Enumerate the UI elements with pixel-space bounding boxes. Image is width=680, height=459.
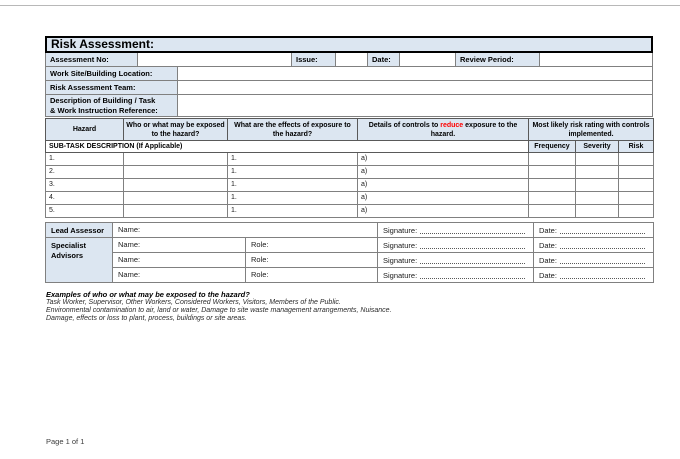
lead-date-cell[interactable]	[534, 223, 654, 238]
work-site-value[interactable]	[178, 67, 653, 81]
info-section	[45, 53, 653, 117]
info-row-team	[45, 81, 653, 95]
work-site-label: Work Site/Building Location:	[45, 67, 178, 81]
signature-label: Signature:	[383, 225, 418, 235]
advisor-date-cell[interactable]	[534, 268, 654, 283]
signature-leader-line	[420, 225, 525, 234]
risk-cell[interactable]	[619, 205, 654, 218]
advisor-signature-cell[interactable]	[378, 238, 534, 253]
frequency-column-header: Frequency	[529, 141, 576, 153]
assessment-no-label: Assessment No:	[45, 53, 138, 67]
date-leader-line	[560, 240, 645, 249]
hazard-num-cell[interactable]: 4.	[46, 192, 124, 205]
hazard-row-1	[46, 153, 654, 166]
hazard-row-4	[46, 192, 654, 205]
effects-cell[interactable]: 1.	[228, 192, 358, 205]
advisor-row-2	[46, 253, 654, 268]
info-row-assessment	[45, 53, 653, 67]
hazard-num-cell[interactable]: 5.	[46, 205, 124, 218]
team-label: Risk Assessment Team:	[45, 81, 178, 95]
severity-cell[interactable]	[576, 205, 619, 218]
controls-cell[interactable]: a)	[358, 179, 529, 192]
controls-cell[interactable]: a)	[358, 192, 529, 205]
hazard-row-5	[46, 205, 654, 218]
lead-assessor-row	[46, 223, 654, 238]
page-number: Page 1 of 1	[46, 437, 85, 446]
advisor-row-3	[46, 268, 654, 283]
examples-line-1: Task Worker, Supervisor, Other Workers, Considered Workers, Visitors, Members of the Public.	[46, 299, 341, 306]
advisor-name-cell[interactable]	[113, 268, 246, 283]
signature-label: Signature:	[383, 240, 418, 250]
effects-cell[interactable]: 1.	[228, 179, 358, 192]
hazard-row-2	[46, 166, 654, 179]
effects-cell[interactable]: 1.	[228, 205, 358, 218]
controls-cell[interactable]: a)	[358, 153, 529, 166]
lead-assessor-label: Lead Assessor	[46, 223, 113, 238]
rating-column-header: Most likely risk rating with controls implemented.	[529, 119, 654, 141]
frequency-cell[interactable]	[529, 179, 576, 192]
risk-cell[interactable]	[619, 179, 654, 192]
date-label: Date:	[539, 225, 557, 235]
examples-line-3: Damage, effects or loss to plant, process, buildings or site areas.	[46, 315, 247, 323]
signature-leader-line	[420, 255, 525, 264]
exposed-cell[interactable]	[124, 192, 228, 205]
description-label	[45, 95, 178, 117]
lead-signature-cell[interactable]	[378, 223, 534, 238]
controls-header-highlight: reduce	[440, 121, 464, 129]
role-label: Role:	[251, 240, 269, 249]
hazard-num-cell[interactable]: 1.	[46, 153, 124, 166]
advisor-date-cell[interactable]	[534, 253, 654, 268]
frequency-cell[interactable]	[529, 192, 576, 205]
hazard-row-3	[46, 179, 654, 192]
controls-header-suffix: exposure to the hazard.	[430, 121, 518, 138]
exposed-column-header: Who or what may be exposed to the hazard?	[124, 119, 228, 141]
effects-column-header: What are the effects of exposure to the hazard?	[228, 119, 358, 141]
advisor-name-cell[interactable]	[113, 253, 246, 268]
date-label: Date:	[539, 255, 557, 265]
signature-label: Signature:	[383, 270, 418, 280]
date-leader-line	[560, 270, 645, 279]
role-label: Role:	[251, 255, 269, 264]
date-leader-line	[560, 225, 645, 234]
severity-cell[interactable]	[576, 153, 619, 166]
signature-leader-line	[420, 240, 525, 249]
date-value[interactable]	[400, 53, 456, 67]
effects-cell[interactable]: 1.	[228, 153, 358, 166]
risk-cell[interactable]	[619, 166, 654, 179]
frequency-cell[interactable]	[529, 166, 576, 179]
risk-column-header: Risk	[619, 141, 654, 153]
advisor-role-cell[interactable]	[246, 253, 378, 268]
description-value[interactable]	[178, 95, 653, 117]
info-row-description	[45, 95, 653, 117]
hazard-num-cell[interactable]: 3.	[46, 179, 124, 192]
exposed-cell[interactable]	[124, 179, 228, 192]
advisor-row-1	[46, 238, 654, 253]
controls-cell[interactable]: a)	[358, 166, 529, 179]
date-label: Date:	[539, 240, 557, 250]
hazard-header-row	[46, 119, 654, 141]
name-label: Name:	[118, 240, 141, 249]
signature-label: Signature:	[383, 255, 418, 265]
page-title: Risk Assessment:	[45, 36, 653, 53]
risk-cell[interactable]	[619, 192, 654, 205]
advisor-role-cell[interactable]	[246, 238, 378, 253]
specialist-advisors-label: Specialist Advisors	[46, 238, 113, 283]
signoff-table	[45, 222, 654, 283]
severity-cell[interactable]	[576, 192, 619, 205]
assessment-no-value[interactable]	[138, 53, 292, 67]
examples-line-2: Environmental contamination to air, land or water, Damage to site waste management arrangements, Nuisance.	[46, 307, 392, 315]
severity-cell[interactable]	[576, 179, 619, 192]
date-leader-line	[560, 255, 645, 264]
severity-cell[interactable]	[576, 166, 619, 179]
frequency-cell[interactable]	[529, 205, 576, 218]
subtask-header-row	[46, 141, 654, 153]
advisor-signature-cell[interactable]	[378, 268, 534, 283]
advisor-name-cell[interactable]	[113, 238, 246, 253]
review-period-label: Review Period:	[456, 53, 540, 67]
examples-heading: Examples of who or what may be exposed to the hazard?	[46, 290, 250, 299]
page-top-rule	[0, 5, 680, 6]
hazard-column-header: Hazard	[46, 119, 124, 141]
examples-section	[46, 290, 606, 324]
hazard-table	[45, 118, 654, 218]
name-label: Name:	[118, 270, 141, 279]
description-label-line2: & Work Instruction Reference:	[50, 105, 158, 115]
date-label: Date:	[539, 270, 557, 280]
exposed-cell[interactable]	[124, 166, 228, 179]
controls-cell[interactable]: a)	[358, 205, 529, 218]
frequency-cell[interactable]	[529, 153, 576, 166]
review-period-value[interactable]	[540, 53, 653, 67]
hazard-num-cell[interactable]: 2.	[46, 166, 124, 179]
controls-header-prefix: Details of controls to	[368, 121, 441, 129]
team-value[interactable]	[178, 81, 653, 95]
signature-leader-line	[420, 270, 525, 279]
effects-cell[interactable]: 1.	[228, 166, 358, 179]
severity-column-header: Severity	[576, 141, 619, 153]
advisor-signature-cell[interactable]	[378, 253, 534, 268]
exposed-cell[interactable]	[124, 205, 228, 218]
advisor-role-cell[interactable]	[246, 268, 378, 283]
lead-name-cell[interactable]	[113, 223, 378, 238]
date-label: Date:	[368, 53, 400, 67]
description-label-line1: Description of Building / Task	[50, 96, 156, 105]
role-label: Role:	[251, 270, 269, 279]
advisor-date-cell[interactable]	[534, 238, 654, 253]
issue-value[interactable]	[336, 53, 368, 67]
info-row-worksite	[45, 67, 653, 81]
controls-column-header	[358, 119, 529, 141]
risk-cell[interactable]	[619, 153, 654, 166]
exposed-cell[interactable]	[124, 153, 228, 166]
subtask-label: SUB-TASK DESCRIPTION (If Applicable)	[46, 141, 529, 153]
name-label: Name:	[118, 255, 141, 264]
issue-label: Issue:	[292, 53, 336, 67]
name-label: Name:	[118, 225, 141, 234]
